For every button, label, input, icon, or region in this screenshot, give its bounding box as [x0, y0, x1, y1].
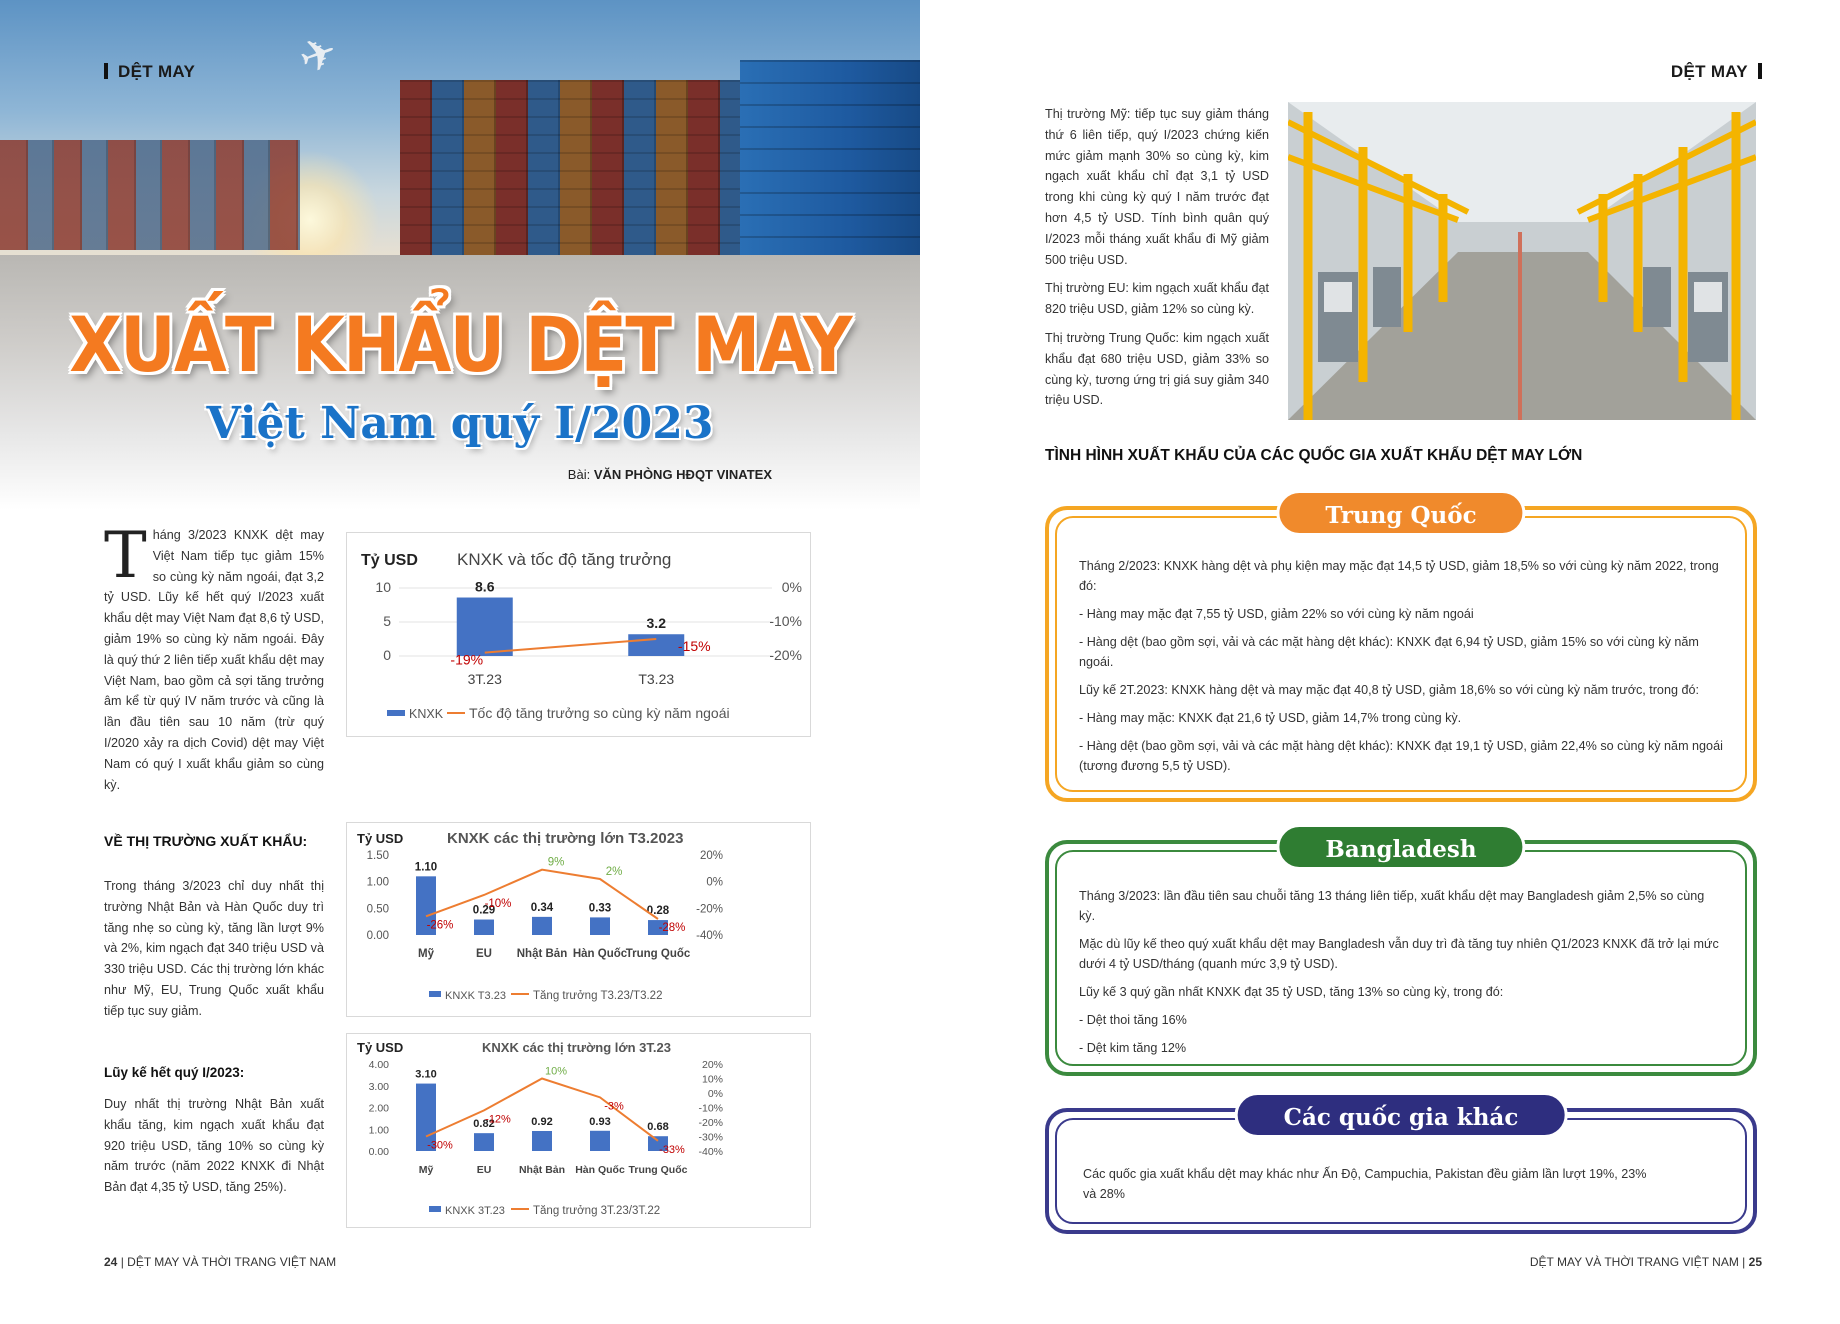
- legend-label-bar: KNXK T3.23: [445, 990, 506, 1002]
- cumulative-heading: Lũy kế hết quý I/2023:: [104, 1065, 245, 1080]
- y-tick-label: 3.00: [368, 1080, 389, 1093]
- box-line: Lũy kế 2T.2023: KNXK hàng dệt và may mặc đạt 40,8 tỷ USD, giảm 18,6% so với cùng kỳ năm trước, trong đó:: [1079, 683, 1699, 697]
- category-label: Hàn Quốc: [575, 1164, 625, 1176]
- bar-0: [457, 598, 513, 656]
- growth-value-label: 10%: [544, 1065, 568, 1078]
- drop-cap: T: [104, 519, 147, 593]
- chart-title: KNXK và tốc độ tăng trưởng: [457, 550, 672, 569]
- growth-value-label: -10%: [484, 898, 512, 910]
- box-line: - Hàng dệt (bao gồm sợi, vải và các mặt hàng dệt khác): KNXK đạt 19,1 tỷ USD, giảm 22,4% so cùng kỳ năm ngoái (tương đương 5,5 tỷ USD).: [1079, 739, 1723, 773]
- growth-value-label: -12%: [485, 1113, 511, 1126]
- category-label: Mỹ: [418, 1164, 434, 1176]
- hero-image: [0, 0, 920, 510]
- growth-value-label: -30%: [427, 1139, 453, 1152]
- y-tick-label: 10: [375, 579, 391, 595]
- section-tag: DỆT MAY: [1671, 62, 1762, 82]
- legend-label-line: Tốc độ tăng trưởng so cùng kỳ năm ngoái: [469, 705, 730, 721]
- countries-heading: TÌNH HÌNH XUẤT KHẨU CỦA CÁC QUỐC GIA XUẤT KHẨU DỆT MAY LỚN: [1045, 447, 1583, 464]
- chart-ylabel: Tỷ USD: [357, 1040, 404, 1055]
- chart-knxk-growth: [346, 532, 811, 737]
- box-bangladesh-body: [1079, 886, 1723, 1066]
- box-line: - Dệt thoi tăng 16%: [1079, 1013, 1187, 1027]
- footer-right: DỆT MAY VÀ THỜI TRANG VIỆT NAM | 25: [1529, 1255, 1762, 1269]
- category-label: EU: [476, 948, 492, 960]
- box-line: Các quốc gia xuất khẩu dệt may khác như Ấn Độ, Campuchia, Pakistan đều giảm lần lượt 19%, 23% và 28%: [1083, 1167, 1647, 1201]
- bar-value-label: 3.10: [415, 1068, 437, 1081]
- chart-markets-3t: [346, 1033, 811, 1228]
- y-tick-label: 1.00: [368, 1124, 389, 1137]
- section-tag: DỆT MAY: [104, 62, 195, 82]
- category-label: Mỹ: [418, 948, 434, 960]
- category-label: EU: [476, 1164, 492, 1176]
- article-title: XUẤT KHẨU DỆT MAY: [69, 300, 851, 389]
- chart-title: KNXK các thị trường lớn 3T.23: [482, 1040, 671, 1055]
- box-line: - Dệt kim tăng 12%: [1079, 1041, 1187, 1055]
- growth-value-label: -15%: [677, 638, 711, 654]
- paragraph-china: Thị trường Trung Quốc: kim ngạch xuất khẩu đạt 680 triệu USD, giảm 33% so cùng kỳ, tương ứng trị giá suy giảm 340 triệu USD.: [1045, 330, 1269, 408]
- category-label: 3T.23: [467, 671, 502, 687]
- chart-title: KNXK các thị trường lớn T3.2023: [447, 830, 684, 847]
- bar-value-label: 0.68: [647, 1121, 669, 1134]
- bar-2: [532, 917, 552, 935]
- growth-value-label: -26%: [426, 919, 454, 932]
- chart-knxk-growth-svg: [347, 533, 810, 736]
- category-label: Trung Quốc: [628, 1164, 688, 1176]
- growth-value-label: 2%: [605, 866, 623, 878]
- bar-1: [474, 1133, 494, 1151]
- chart-markets-t3: [346, 822, 811, 1017]
- growth-value-label: -33%: [659, 1143, 685, 1156]
- y-tick-label: 4.00: [368, 1059, 389, 1071]
- market-paragraphs: [1045, 104, 1269, 419]
- y2-tick-label: 20%: [701, 1059, 723, 1071]
- factory-photo-drawing: [1288, 102, 1756, 420]
- bar-value-label: 1.10: [414, 861, 438, 874]
- chart-ylabel: Tỷ USD: [357, 831, 404, 846]
- container-stack: [0, 140, 300, 250]
- growth-value-label: 9%: [547, 856, 565, 869]
- legend-label-bar: KNXK: [409, 707, 444, 721]
- bar-3: [590, 1131, 610, 1151]
- category-label: Hàn Quốc: [572, 948, 628, 960]
- bar-1: [628, 634, 684, 656]
- legend-label-bar: KNXK 3T.23: [445, 1205, 505, 1217]
- y-tick-label: 2.00: [368, 1102, 389, 1115]
- right-page: [920, 0, 1840, 1324]
- markets-paragraph: Trong tháng 3/2023 chỉ duy nhất thị trường Nhật Bản và Hàn Quốc duy trì tăng nhẹ so cùng kỳ, tăng lần lượt 9% và 2%, kim ngạch đạt 340 triệu USD và 330 triệu USD. Các thị trường lớn khác như Mỹ, EU, Trung Quốc xuất khẩu tiếp tục suy giảm.: [104, 879, 324, 1018]
- category-label: Nhật Bản: [518, 1164, 566, 1176]
- y2-tick-label: -30%: [698, 1131, 723, 1144]
- y2-tick-label: -10%: [769, 613, 802, 629]
- container-stack: [400, 80, 740, 260]
- y2-tick-label: 20%: [699, 850, 723, 862]
- y-tick-label: 1.00: [366, 876, 389, 889]
- bar-value-label: 0.92: [531, 1115, 553, 1128]
- y2-tick-label: -40%: [698, 1146, 723, 1158]
- box-bangladesh: [1045, 836, 1757, 1076]
- bar-value-label: 3.2: [646, 615, 666, 632]
- y2-tick-label: -10%: [698, 1102, 723, 1115]
- box-line: Lũy kế 3 quý gần nhất KNXK đạt 35 tỷ USD, tăng 13% so cùng kỳ, trong đó:: [1079, 985, 1504, 999]
- category-label: T3.23: [638, 671, 675, 687]
- box-line: Tháng 2/2023: KNXK hàng dệt và phụ kiện may mặc đạt 14,5 tỷ USD, giảm 18,5% so với cùng kỳ năm 2022, trong đó:: [1079, 559, 1719, 593]
- y-tick-label: 5: [383, 613, 391, 629]
- airplane-icon: ✈: [292, 26, 345, 85]
- y-tick-label: 0.50: [366, 903, 389, 916]
- legend-label-line: Tăng trưởng 3T.23/3T.22: [533, 1205, 661, 1217]
- legend-label-line: Tăng trưởng T3.23/T3.22: [533, 990, 663, 1002]
- byline: Bài: VĂN PHÒNG HĐQT VINATEX: [567, 467, 772, 482]
- article-subtitle: Việt Nam quý I/2023: [206, 398, 714, 449]
- y2-tick-label: 0%: [781, 579, 802, 595]
- box-line: Mặc dù lũy kế theo quý xuất khẩu dệt may Bangladesh vẫn duy trì đà tăng tuy nhiên Q1/2023 KNXK đã trở lại mức dưới 4 tỷ USD/tháng (quanh mức 3,9 tỷ USD).: [1079, 937, 1719, 971]
- box-line: - Hàng may mặc: KNXK đạt 21,6 tỷ USD, giảm 14,7% trong cùng kỳ.: [1079, 711, 1462, 725]
- footer-left: 24 | DỆT MAY VÀ THỜI TRANG VIỆT NAM: [104, 1255, 337, 1269]
- paragraph-us: Thị trường Mỹ: tiếp tục suy giảm tháng thứ 6 liên tiếp, quý I/2023 chứng kiến mức giảm mạnh 30% so cùng kỳ, kim ngạch xuất khẩu chỉ đạt 3,1 tỷ USD trong khi cùng kỳ quý I năm trước đạt hơn 4,5 tỷ USD. Tính bình quân quý I/2023 mỗi tháng xuất khẩu đi Mỹ giảm 500 triệu USD.: [1045, 107, 1269, 267]
- box-china-title: Trung Quốc: [1276, 490, 1525, 536]
- y-tick-label: 1.50: [366, 850, 389, 862]
- chart-markets-3t-svg: [347, 1034, 810, 1227]
- bar-value-label: 0.34: [530, 901, 554, 914]
- y-tick-label: 0.00: [366, 930, 389, 942]
- box-line: - Hàng may mặc đạt 7,55 tỷ USD, giảm 22% so với cùng kỳ năm ngoái: [1079, 607, 1474, 621]
- intro-paragraph: Tháng 3/2023 KNXK dệt may Việt Nam tiếp tục giảm 15% so cùng kỳ năm ngoái, đạt 3,2 tỷ USD. Lũy kế hết quý I/2023 xuất khẩu dệt may Việt Nam đạt 8,6 tỷ USD, giảm 19% so cùng kỳ năm ngoái. Đây là quý thứ 2 liên tiếp xuất khẩu dệt may Việt Nam, bao gồm cả sợi tăng trưởng âm kể từ quý IV năm trước và cũng là lần đầu tiên sau 10 năm (trừ quý I/2020 xảy ra dịch Covid) dệt may Việt Nam có quý I xuất khẩu giảm so cùng kỳ.: [104, 519, 324, 792]
- growth-value-label: -28%: [658, 922, 686, 934]
- growth-value-label: -19%: [450, 651, 484, 668]
- chart-ylabel: Tỷ USD: [361, 552, 418, 569]
- y2-tick-label: -40%: [696, 930, 723, 942]
- bar-3: [590, 917, 610, 935]
- y2-tick-label: 0%: [707, 1088, 723, 1100]
- y2-tick-label: -20%: [698, 1117, 723, 1129]
- legend-swatch-bar: [429, 1206, 441, 1212]
- box-others-body: [1083, 1164, 1653, 1212]
- y2-tick-label: 0%: [706, 876, 723, 889]
- box-line: Tháng 3/2023: lần đầu tiên sau chuỗi tăng 13 tháng liên tiếp, xuất khẩu dệt may Bangladesh giảm 2,5% so cùng kỳ.: [1079, 889, 1705, 923]
- box-china-body: [1079, 556, 1723, 784]
- box-others-title: Các quốc gia khác: [1235, 1092, 1568, 1138]
- legend-swatch-bar: [387, 710, 405, 716]
- box-bangladesh-title: Bangladesh: [1276, 824, 1525, 870]
- growth-value-label: -3%: [604, 1100, 624, 1113]
- bar-value-label: 0.29: [472, 904, 496, 917]
- y2-tick-label: -20%: [696, 903, 723, 916]
- bar-value-label: 8.6: [475, 578, 495, 595]
- bar-value-label: 0.82: [473, 1118, 495, 1131]
- category-label: Nhật Bản: [516, 948, 568, 960]
- bar-value-label: 0.33: [588, 902, 612, 915]
- y2-tick-label: -20%: [769, 647, 802, 663]
- bar-value-label: 0.28: [646, 905, 670, 918]
- y2-tick-label: 10%: [701, 1073, 723, 1086]
- chart-markets-t3-svg: [347, 823, 810, 1016]
- container-stack: [740, 60, 920, 260]
- category-label: Trung Quốc: [625, 948, 691, 960]
- paragraph-eu: Thị trường EU: kim ngạch xuất khẩu đạt 820 triệu USD, giảm 12% so cùng kỳ.: [1045, 281, 1269, 317]
- bar-1: [474, 920, 494, 935]
- bar-value-label: 0.93: [589, 1115, 611, 1128]
- y-tick-label: 0.00: [368, 1146, 389, 1158]
- box-line: - Hàng dệt (bao gồm sợi, vải và các mặt hàng dệt khác): KNXK đạt 6,94 tỷ USD, giảm 15% so với cùng kỳ năm ngoái.: [1079, 635, 1699, 669]
- box-others: [1045, 1104, 1757, 1234]
- cumulative-paragraph: Duy nhất thị trường Nhật Bản xuất khẩu tăng, kim ngạch xuất khẩu đạt 920 triệu USD, tăng 10% so cùng kỳ năm trước (năm 2022 KNXK đi Nhật Bản đạt 4,35 tỷ USD, tăng 25%).: [104, 1097, 324, 1195]
- box-china: [1045, 502, 1757, 802]
- factory-photo: [1288, 102, 1756, 420]
- y-tick-label: 0: [383, 647, 391, 663]
- markets-heading: VỀ THỊ TRƯỜNG XUẤT KHẨU:: [104, 833, 308, 849]
- bar-2: [532, 1131, 552, 1151]
- legend-swatch-bar: [429, 991, 441, 997]
